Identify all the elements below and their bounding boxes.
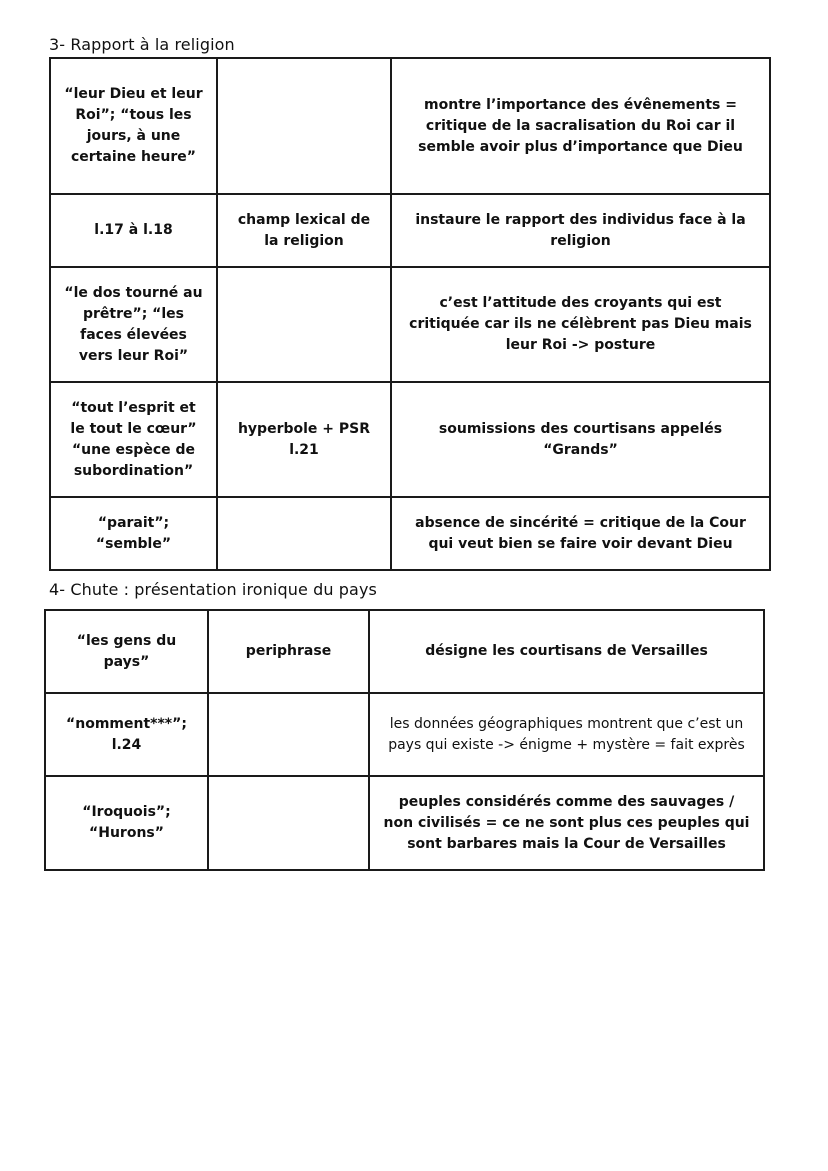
section-4-title: 4- Chute : présentation ironique du pays <box>49 580 377 599</box>
table-row <box>50 497 770 570</box>
quote-cell: “parait”; “semble” <box>50 497 217 570</box>
quote-cell: l.17 à l.18 <box>50 194 217 267</box>
analysis-cell: c’est l’attitude des croyants qui est critiquée car ils ne célèbrent pas Dieu mais leur Roi -> posture <box>391 267 770 382</box>
table-row <box>45 693 764 776</box>
table-row <box>50 194 770 267</box>
device-cell <box>208 776 369 870</box>
quote-cell: “le dos tourné au prêtre”; “les faces élevées vers leur Roi” <box>50 267 217 382</box>
table-row <box>45 776 764 870</box>
device-cell: hyperbole + PSR l.21 <box>217 382 391 497</box>
table-row <box>50 58 770 194</box>
analysis-cell: absence de sincérité = critique de la Cour qui veut bien se faire voir devant Dieu <box>391 497 770 570</box>
table-row <box>50 382 770 497</box>
religion-analysis-table <box>49 57 771 571</box>
section-3-title: 3- Rapport à la religion <box>49 35 235 54</box>
analysis-cell: les données géographiques montrent que c’est un pays qui existe -> énigme + mystère = fait exprès <box>369 693 764 776</box>
device-cell: periphrase <box>208 610 369 693</box>
analysis-cell: soumissions des courtisans appelés “Grands” <box>391 382 770 497</box>
device-cell <box>217 58 391 194</box>
quote-cell: “leur Dieu et leur Roi”; “tous les jours, à une certaine heure” <box>50 58 217 194</box>
device-cell: champ lexical de la religion <box>217 194 391 267</box>
table-row <box>45 610 764 693</box>
analysis-cell: peuples considérés comme des sauvages / non civilisés = ce ne sont plus ces peuples qui sont barbares mais la Cour de Versailles <box>369 776 764 870</box>
device-cell <box>217 267 391 382</box>
analysis-cell: instaure le rapport des individus face à la religion <box>391 194 770 267</box>
device-cell <box>217 497 391 570</box>
analysis-cell: désigne les courtisans de Versailles <box>369 610 764 693</box>
quote-cell: “tout l’esprit et le tout le cœur” “une espèce de subordination” <box>50 382 217 497</box>
device-cell <box>208 693 369 776</box>
table-row <box>50 267 770 382</box>
analysis-cell: montre l’importance des évênements = critique de la sacralisation du Roi car il semble avoir plus d’importance que Dieu <box>391 58 770 194</box>
quote-cell: “les gens du pays” <box>45 610 208 693</box>
quote-cell: “Iroquois”; “Hurons” <box>45 776 208 870</box>
chute-analysis-table <box>44 609 765 871</box>
quote-cell: “nomment***”; l.24 <box>45 693 208 776</box>
